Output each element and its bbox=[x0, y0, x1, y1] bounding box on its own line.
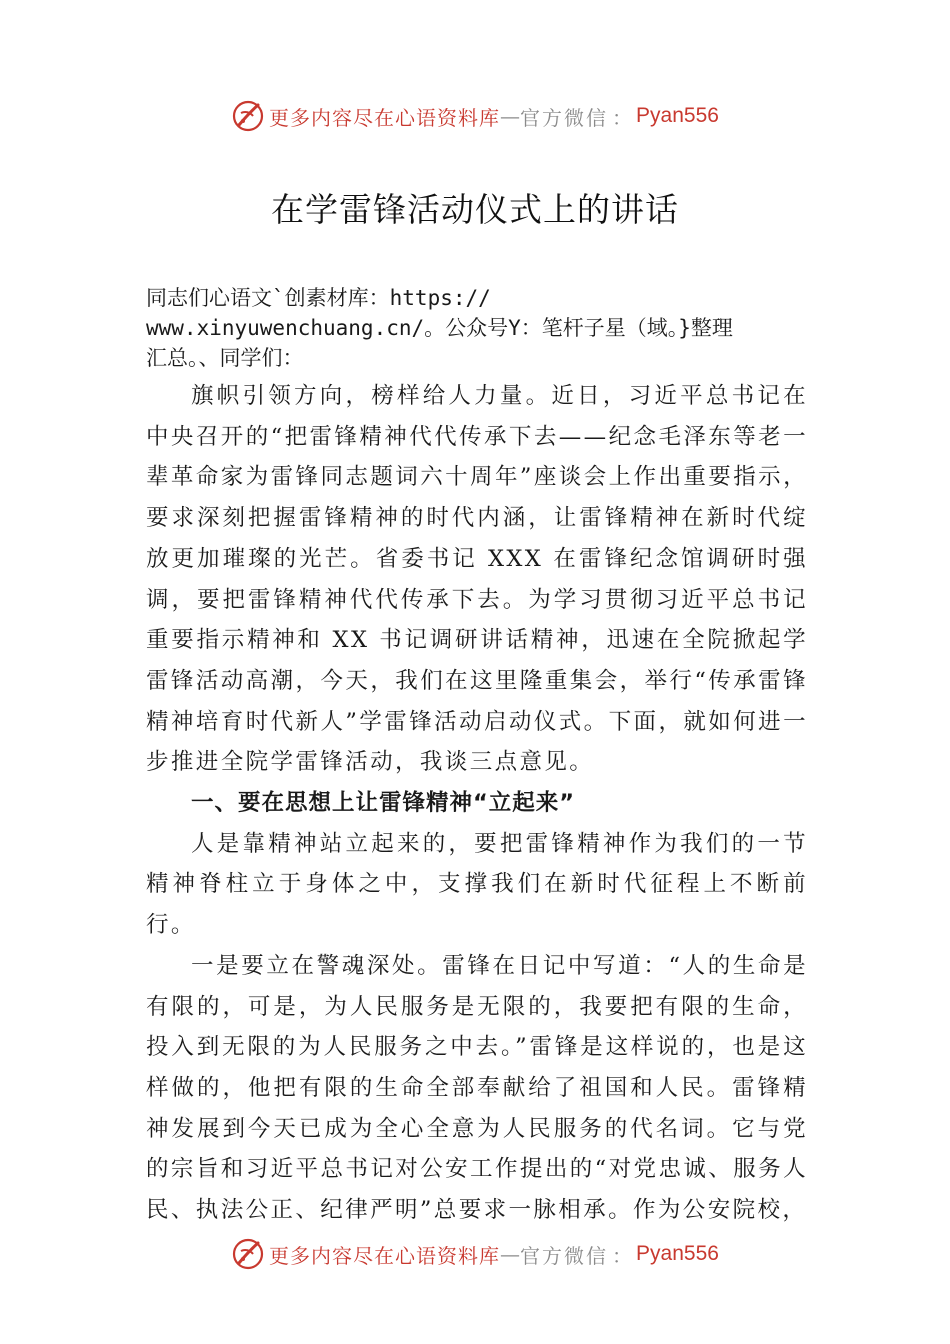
paragraph-opening: 旗帜引领方向，榜样给人力量。近日，习近平总书记在中央召开的“把雷锋精神代代传承下去——纪念毛泽东等老一辈革命家为雷锋同志题词六十周年”座谈会上作出重要指示，要求深刻把握雷锋精神的时代内涵，让雷锋精神在新时代绽放更加璀璨的光芒。省委书记 XXX 在雷锋纪念馆调研时强调，要把雷锋精神代代传承下去。为学习贯彻习近平总书记重要指示精神和 XX 书记调研讲话精神，迅速在全院掀起学雷锋活动高潮，今天，我们在这里隆重集会，举行“传承雷锋精神培育时代新人”学雷锋活动启动仪式。下面，就如何进一步推进全院学雷锋活动，我谈三点意见。 bbox=[146, 383, 808, 776]
paragraph: 一是要立在警魂深处。雷锋在日记中写道：“人的生命是有限的，可是，为人民服务是无限的，我要把有限的生命， 投入到无限的为人民服务之中去。”雷锋是这样说的，也是这样做的，他把有限的生命全部奉献给了祖国和人民。雷锋精神发展到今天已成为全心全意为人民服务的代名词。它与党的宗旨和习近平总书记对公安工作提出的“对党忠诚、服务人民、执法公正、纪律严明”总要求一脉相承。作为公安院校， bbox=[146, 952, 808, 1224]
watermark-text: 更多内容尽在心语资料库 bbox=[269, 1243, 501, 1268]
intro-salutation: 同志们心语文`创素材库：https:// www.xinyuwenchuang.cn/。公众号Y：笔杆子星（域。}整理 汇总。、同学们： bbox=[146, 286, 733, 370]
brush-logo-icon bbox=[231, 99, 265, 133]
section-heading: 一、要在思想上让雷锋精神“立起来” bbox=[191, 790, 576, 817]
watermark-banner-top bbox=[0, 96, 950, 136]
watermark-text: 更多内容尽在心语资料库 bbox=[269, 105, 501, 130]
watermark-colon: ： bbox=[612, 105, 633, 130]
watermark-wechat-id: Pyan556 bbox=[636, 1242, 719, 1265]
watermark-label: 官方微信 bbox=[520, 105, 609, 130]
paragraph: 人是靠精神站立起来的，要把雷锋精神作为我们的一节精神脊柱立于身体之中，支撑我们在新时代征程上不断前行。 bbox=[146, 830, 808, 939]
watermark-banner-bottom bbox=[0, 1234, 950, 1274]
watermark-label: 官方微信 bbox=[520, 1243, 609, 1268]
watermark-colon: ： bbox=[612, 1243, 633, 1268]
document-body bbox=[146, 376, 808, 1231]
watermark-dash: — bbox=[500, 1242, 521, 1266]
brush-logo-icon bbox=[231, 1237, 265, 1271]
document-title: 在学雷锋活动仪式上的讲话 bbox=[271, 190, 679, 229]
watermark-dash: — bbox=[500, 104, 521, 128]
watermark-wechat-id: Pyan556 bbox=[636, 104, 719, 127]
